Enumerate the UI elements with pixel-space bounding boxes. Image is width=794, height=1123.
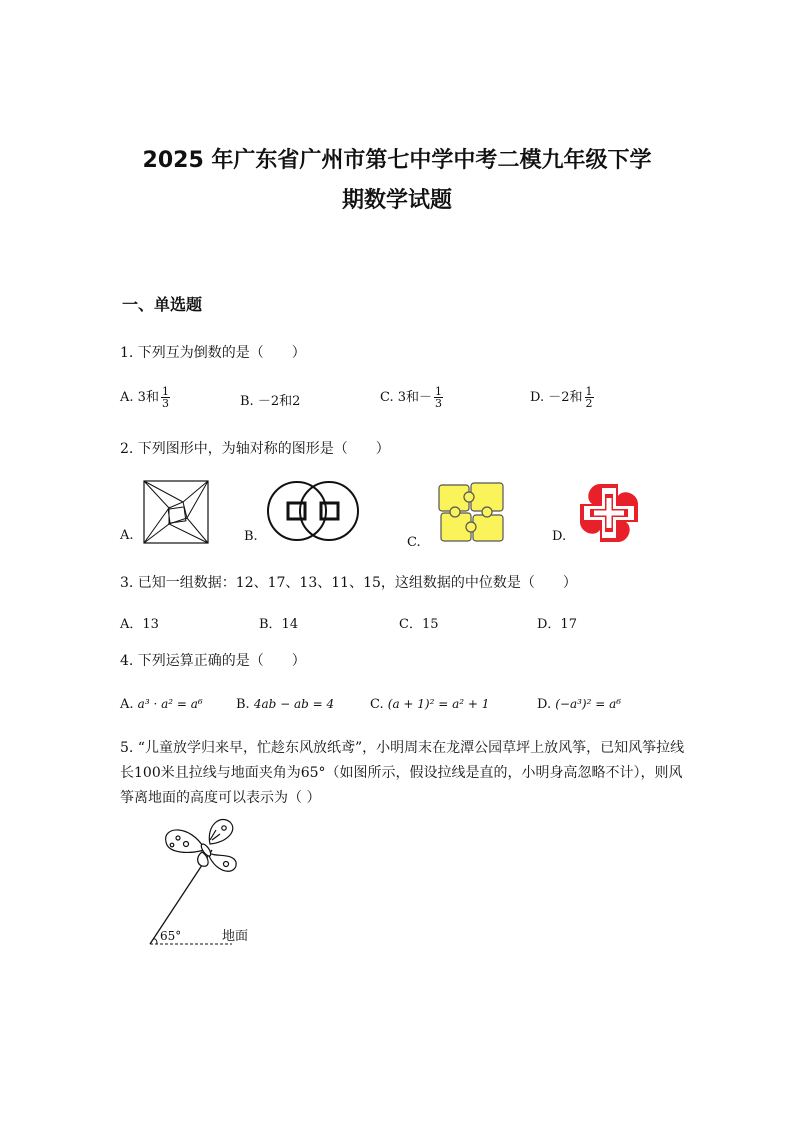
option-text: 3和: [137, 390, 159, 405]
q4-option-a: [120, 697, 203, 712]
option-text: －2和: [548, 390, 583, 405]
section-heading: 一、单选题: [122, 295, 203, 314]
option-label: A.: [120, 390, 134, 405]
option-formula: (a + 1)² = a² + 1: [387, 697, 490, 711]
q2-option-a-label: A.: [120, 528, 134, 543]
question-1-stem: 1. 下列互为倒数的是（ ）: [120, 345, 306, 361]
puzzle-knob: [466, 522, 476, 532]
option-label: C.: [380, 390, 394, 405]
page-title-line1: 2025 年广东省广州市第七中学中考二模九年级下学: [142, 148, 652, 173]
option-label: C.: [370, 697, 384, 712]
q1-option-b: [240, 390, 300, 409]
option-label: B.: [236, 697, 250, 712]
kite-diagram: [140, 814, 270, 954]
q2-option-d-label: D.: [552, 529, 567, 544]
q3-option-c: C．15: [399, 617, 439, 632]
option-text: －2和2: [257, 394, 301, 409]
puzzle-knob: [450, 507, 460, 517]
q2-option-b-label: B.: [244, 529, 258, 544]
question-3-stem: 3. 已知一组数据：12、17、13、11、15，这组数据的中位数是（ ）: [120, 575, 577, 591]
option-formula: 4ab − ab = 4: [253, 697, 335, 711]
q3-option-b: B．14: [259, 617, 299, 632]
option-label: A.: [120, 697, 134, 712]
q3-option-a: A．13: [120, 617, 159, 632]
question-2-stem: 2. 下列图形中，为轴对称的图形是（ ）: [120, 441, 390, 457]
q1-option-a: [120, 386, 170, 409]
angle-label: 65°: [160, 929, 182, 943]
option-label: B.: [240, 394, 254, 409]
fraction-one-third: $\frac{1}{3}$: [161, 385, 169, 410]
option-formula: a³ · a² = a⁶: [137, 697, 203, 711]
q4-option-d: [537, 697, 621, 712]
fraction-one-third: $\frac{1}{3}$: [435, 385, 443, 410]
butterfly-kite-icon: [166, 819, 237, 871]
q4-option-c: [370, 697, 489, 712]
question-4-stem: 4. 下列运算正确的是（ ）: [120, 653, 306, 669]
q3-option-d: D．17: [537, 617, 577, 632]
linked-coins-figure: [265, 478, 361, 544]
q4-option-b: [236, 697, 334, 712]
puzzle-piece: [473, 515, 503, 541]
option-label: D.: [537, 697, 552, 712]
puzzle-pieces-figure: [437, 481, 507, 545]
q1-option-d: [530, 386, 594, 409]
q1-option-c: [380, 386, 443, 409]
red-cross-emblem-figure: [578, 482, 640, 544]
option-label: D.: [530, 390, 545, 405]
fraction-one-half: $\frac{1}{2}$: [585, 385, 593, 410]
option-formula: (−a³)² = a⁶: [555, 697, 622, 711]
q2-option-c-label: C.: [407, 535, 421, 550]
ground-label: 地面: [222, 929, 249, 944]
page-title-line2: 期数学试题: [341, 188, 452, 213]
pinwheel-square-figure: [143, 480, 209, 544]
puzzle-knob: [464, 492, 474, 502]
puzzle-knob: [482, 507, 492, 517]
option-text: 3和－: [397, 390, 433, 405]
question-5-stem: 5. “儿童放学归来早，忙趁东风放纸鸢”，小明周末在龙潭公园草坪上放风筝，已知风筝拉线长100米且拉线与地面夹角为65°（如图所示，假设拉线是直的，小明身高忽略不计），则风筝离地面的高度可以表示为（ ）: [120, 740, 685, 806]
